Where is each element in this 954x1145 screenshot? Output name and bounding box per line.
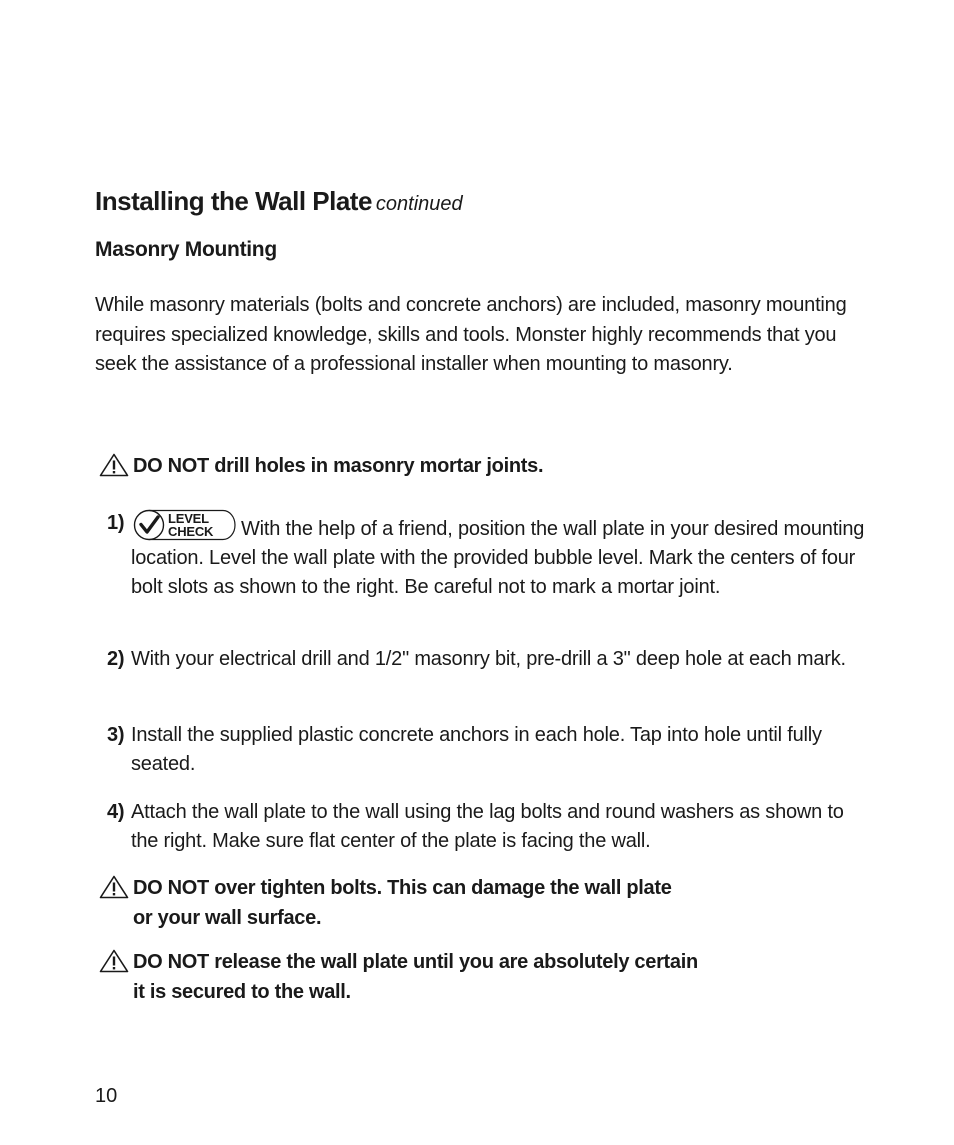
warning-text-line2: or your wall surface. — [133, 906, 322, 929]
step-text-line1: With the help of a friend, position the wall plate in your desired — [241, 518, 779, 540]
warning-release-plate — [95, 948, 698, 1007]
badge-line-1: LEVEL — [168, 511, 209, 526]
step-text: Install the supplied plastic concrete anchors in each hole. Tap into hole until fully seated. — [131, 724, 822, 775]
step-text-rest: mounting location. Level the wall plate with the provided bubble level. Mark the centers of four bolt slots as shown to the right. Be careful not to mark a mortar joint. — [131, 518, 865, 598]
warning-triangle-icon — [95, 949, 133, 973]
page-number: 10 — [95, 1085, 118, 1107]
step-2 — [107, 645, 867, 674]
step-text: With your electrical drill and 1/2" masonry bit, pre-drill a 3" deep hole at each mark. — [131, 648, 846, 670]
warning-text-line1: DO NOT over tighten bolts. This can damage the wall plate — [133, 877, 672, 899]
step-number: 2) — [107, 648, 125, 670]
warning-over-tighten — [95, 874, 672, 933]
page-title — [95, 186, 463, 217]
intro-paragraph: While masonry materials (bolts and concrete anchors) are included, masonry mounting requires specialized knowledge, skills and tools. Monster highly recommends that you seek the assistance of a professional installer when mounting to masonry. — [95, 294, 847, 375]
warning-text: DO NOT drill holes in masonry mortar joints. — [133, 455, 544, 477]
step-number: 3) — [107, 724, 125, 746]
level-check-badge — [133, 509, 237, 541]
step-number: 1) — [107, 512, 125, 534]
title-text: Installing the Wall Plate — [95, 186, 372, 216]
step-number: 4) — [107, 801, 125, 823]
step-3 — [107, 721, 867, 779]
warning-mortar-joints — [95, 452, 543, 482]
warning-text-line1: DO NOT release the wall plate until you are absolutely certain — [133, 951, 698, 973]
badge-line-2: CHECK — [168, 524, 214, 539]
warning-triangle-icon — [95, 875, 133, 899]
step-4 — [107, 798, 867, 856]
section-subtitle: Masonry Mounting — [95, 238, 277, 261]
step-text: Attach the wall plate to the wall using the lag bolts and round washers as shown to the right. Make sure flat center of the plate is facing the wall. — [131, 801, 844, 852]
title-suffix: continued — [375, 193, 463, 215]
step-1 — [107, 509, 867, 602]
warning-text-line2: it is secured to the wall. — [133, 980, 351, 1003]
warning-triangle-icon — [95, 453, 133, 477]
